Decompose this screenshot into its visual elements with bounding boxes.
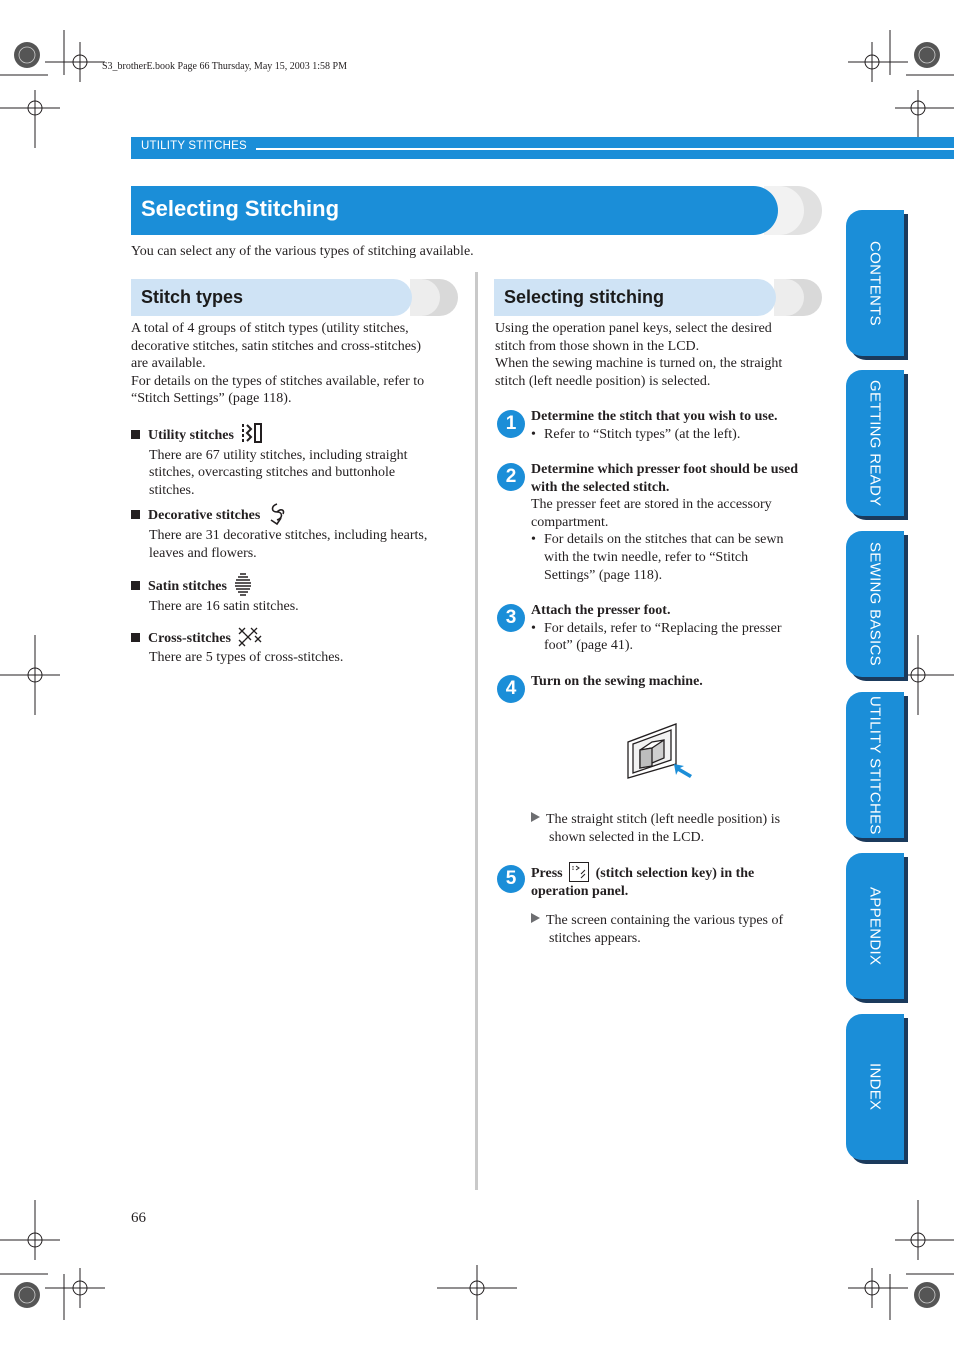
column-divider [475,272,478,1190]
step-badge-5: 5 [497,865,525,893]
stitch-selection-key-icon [569,862,589,882]
utility-stitch-icon [240,422,264,444]
running-header-rule [256,148,954,150]
intro-text: You can select any of the various types of stitching available. [131,244,474,259]
result-arrow-icon [531,812,540,822]
step-4: Turn on the sewing machine. [531,674,703,689]
satin-stitch-icon [233,572,253,596]
page-title: Selecting Stitching [141,196,340,221]
step-4-result: The straight stitch (left needle position) is shown selected in the LCD. [531,811,831,846]
tab-getting-ready[interactable]: GETTING READY [846,370,904,516]
bullet-square [131,581,140,590]
selecting-para: Using the operation panel keys, select the desired stitch from those shown in the LCD. When the sewing machine is turned on, the straight stitch (left needle position) is selected. [495,321,783,389]
bullet-square [131,430,140,439]
list-item-decorative: Decorative stitches There are 31 decorative stitches, including hearts, leaves and flowers. [131,502,471,562]
tab-utility-stitches[interactable]: UTILITY STITCHES [846,692,904,838]
tab-appendix[interactable]: APPENDIX [846,853,904,999]
list-item-satin: Satin stitches There are 16 satin stitches. [131,572,471,616]
step-badge-3: 3 [497,604,525,632]
step-5-result: The screen containing the various types of stitches appears. [531,912,831,947]
list-item-utility: Utility stitches There are 67 utility stitches, including straight stitches, overcasting stitches and buttonhole stitches. [131,422,471,499]
file-info: S3_brotherE.book Page 66 Thursday, May 15, 2003 1:58 PM [102,61,347,72]
tab-index[interactable]: INDEX [846,1014,904,1160]
result-arrow-icon [531,913,540,923]
section-heading-selecting: Selecting stitching [504,287,665,307]
running-header: UTILITY STITCHES [141,140,255,152]
step-badge-2: 2 [497,463,525,491]
step-badge-1: 1 [497,410,525,438]
section-heading-stitch-types: Stitch types [141,287,244,307]
step-3: Attach the presser foot. • For details, refer to “Replacing the presser foot” (page 41). [531,603,782,654]
list-item-cross: Cross-stitches There are 5 types of cross-stitches. [131,626,471,667]
power-switch-illustration [624,720,696,782]
step-2: Determine which presser foot should be used with the selected stitch. The presser feet are stored in the accessory compartment. • For details on the stitches that can be sewn with the twin needle, refer to “Stitch Settings” (page 118). [531,462,799,583]
step-5: Press (stitch selection key) in the operation panel. [531,862,831,900]
stitch-types-para: A total of 4 groups of stitch types (utility stitches, decorative stitches, satin stitches and cross-stitches) are available. For details on the types of stitches available, refer to “Stitch Settings” (page 118). [131,321,425,407]
cross-stitch-icon [237,626,263,648]
tab-sewing-basics[interactable]: SEWING BASICS [846,531,904,677]
bullet-square [131,510,140,519]
step-1: Determine the stitch that you wish to use. • Refer to “Stitch types” (at the left). [531,409,778,442]
bullet-square [131,633,140,642]
step-badge-4: 4 [497,675,525,703]
tab-contents[interactable]: CONTENTS [846,210,904,356]
decorative-stitch-icon [267,502,289,526]
page-number: 66 [131,1210,146,1226]
